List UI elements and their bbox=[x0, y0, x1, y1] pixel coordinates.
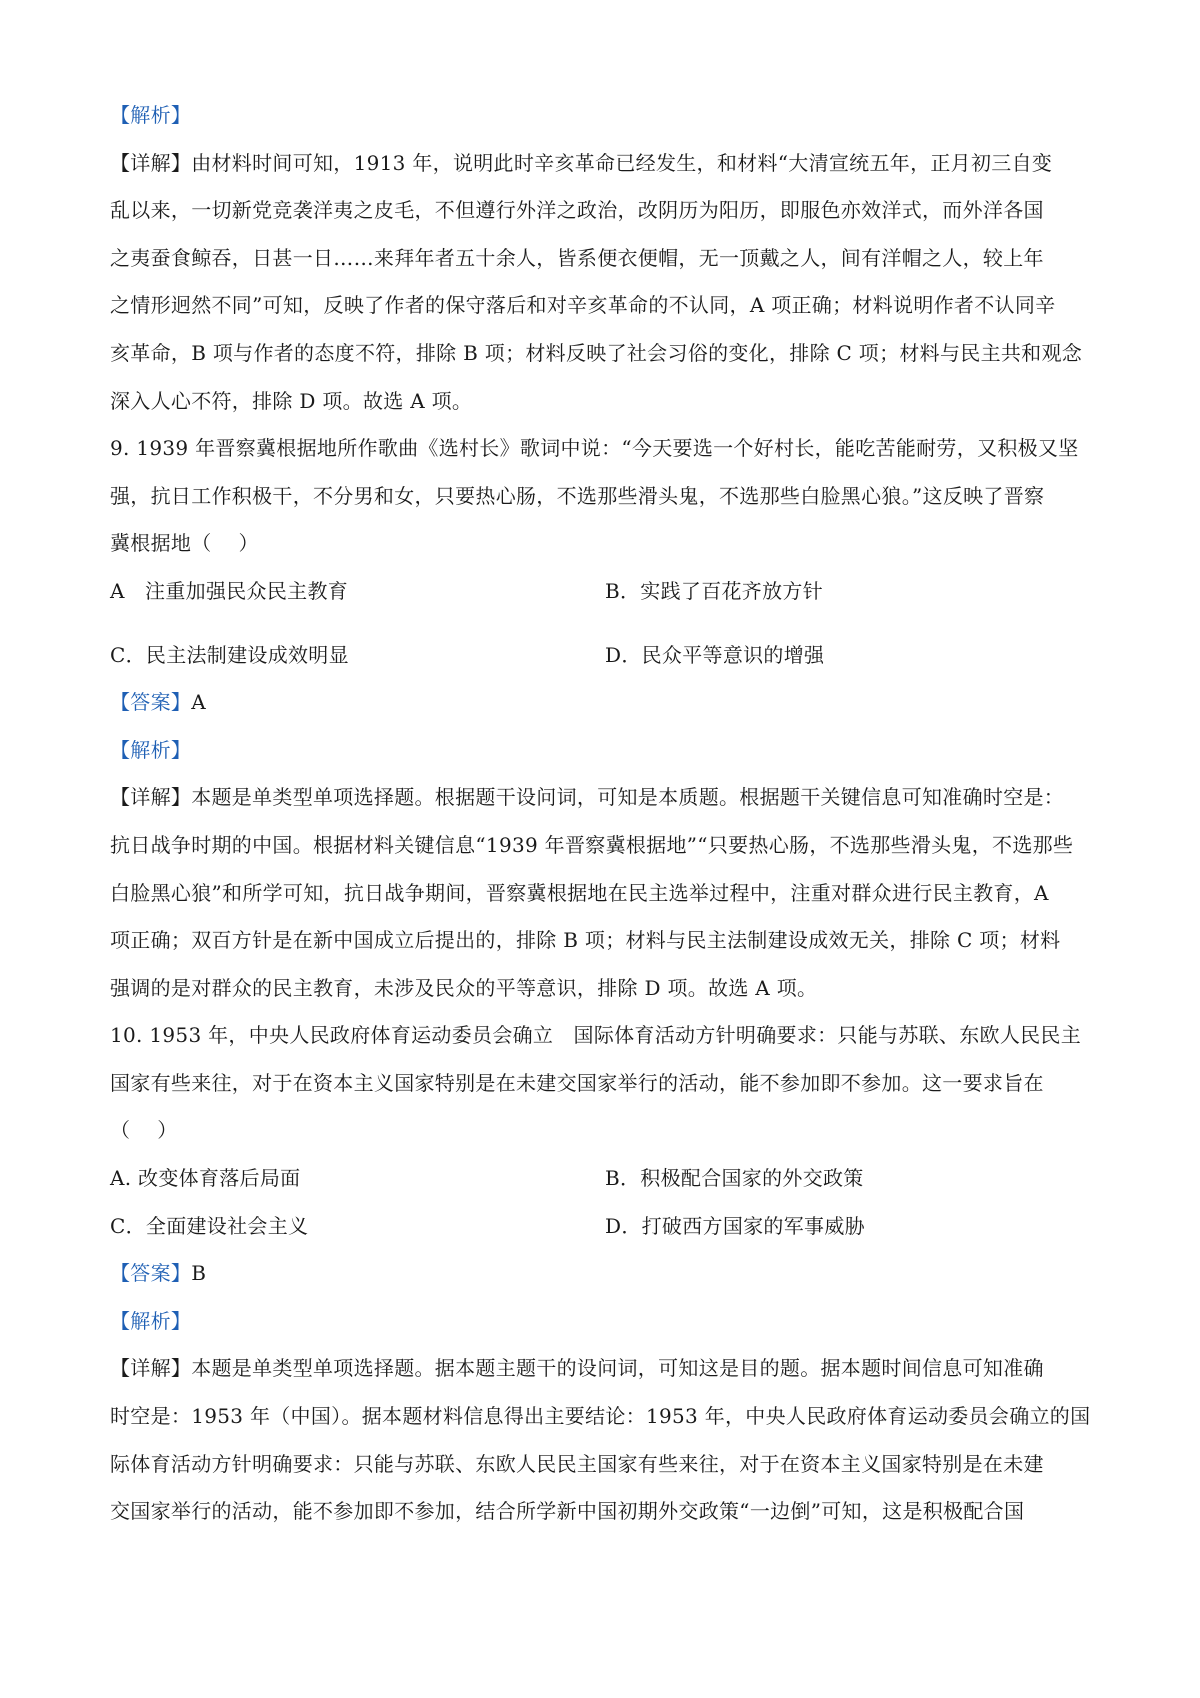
q9-answer-label: 【答案】 bbox=[110, 690, 192, 715]
q8-detail-line: 亥革命，B 项与作者的态度不符，排除 B 项；材料反映了社会习俗的变化，排除 C 项；材料与民主共和观念 bbox=[110, 340, 1083, 365]
q9-option-a: A 注重加强民众民主教育 bbox=[110, 578, 349, 603]
q9-option-b: B．实践了百花齐放方针 bbox=[605, 578, 823, 603]
q9-option-d: D．民众平等意识的增强 bbox=[605, 642, 825, 667]
q10-answer bbox=[110, 1250, 1100, 1298]
q9-analysis-label: 【解析】 bbox=[110, 737, 192, 762]
q9-stem bbox=[110, 425, 1100, 568]
q9-stem-line: 冀根据地（ ） bbox=[110, 531, 259, 556]
q10-answer-label: 【答案】 bbox=[110, 1261, 192, 1286]
q9-answer bbox=[110, 679, 1100, 727]
q9-stem-line: 强，抗日工作积极干，不分男和女，只要热心肠，不选那些滑头鬼，不选那些白脸黑心狼。”这反映了晋察 bbox=[110, 483, 1045, 508]
q9-stem-line: 9. 1939 年晋察冀根据地所作歌曲《选村长》歌词中说：“今天要选一个好村长，能吃苦能耐劳，又积极又坚 bbox=[110, 436, 1079, 461]
q8-detail-line: 乱以来，一切新党竞袭洋夷之皮毛，不但遵行外洋之政治，改阴历为阳历，即服色亦效洋式，而外洋各国 bbox=[110, 198, 1044, 223]
q10-detail-line: 【详解】本题是单类型单项选择题。据本题主题干的设问词，可知这是目的题。据本题时间信息可知准确 bbox=[110, 1356, 1044, 1381]
q10-stem bbox=[110, 1012, 1100, 1155]
q8-detail bbox=[110, 140, 1100, 426]
q9-option-c: C．民主法制建设成效明显 bbox=[110, 642, 349, 667]
q10-detail bbox=[110, 1345, 1100, 1535]
q10-options-row-2 bbox=[110, 1203, 1100, 1251]
q9-options-row-2 bbox=[110, 632, 1100, 680]
q8-detail-line: 之情形迥然不同”可知，反映了作者的保守落后和对辛亥革命的不认同，A 项正确；材料说明作者不认同辛 bbox=[110, 293, 1056, 318]
q10-option-d: D．打破西方国家的军事威胁 bbox=[605, 1213, 865, 1238]
q8-analysis-label: 【解析】 bbox=[110, 103, 192, 127]
q8-detail-line: 【详解】由材料时间可知，1913 年，说明此时辛亥革命已经发生，和材料“大清宣统五年，正月初三自变 bbox=[110, 150, 1053, 175]
q9-detail bbox=[110, 774, 1100, 1012]
q10-stem-line: （ ） bbox=[110, 1118, 178, 1143]
q9-detail-line: 白脸黑心狼”和所学可知，抗日战争期间，晋察冀根据地在民主选举过程中，注重对群众进行民主教育，A bbox=[110, 880, 1049, 905]
q8-detail-line: 之夷蚕食鲸吞，日甚一日……来拜年者五十余人，皆系便衣便帽，无一顶戴之人，间有洋帽之人，较上年 bbox=[110, 245, 1044, 270]
q10-option-c: C．全面建设社会主义 bbox=[110, 1213, 309, 1238]
q10-stem-line: 10. 1953 年，中央人民政府体育运动委员会确立 国际体育活动方针明确要求：只能与苏联、东欧人民民主 bbox=[110, 1023, 1082, 1048]
q10-option-a: A. 改变体育落后局面 bbox=[110, 1166, 301, 1191]
q10-options-row-1 bbox=[110, 1155, 1100, 1203]
q10-answer-value: B bbox=[191, 1261, 207, 1286]
q9-options-row-1 bbox=[110, 568, 1100, 616]
q8-detail-line: 深入人心不符，排除 D 项。故选 A 项。 bbox=[110, 388, 473, 413]
q10-detail-line: 际体育活动方针明确要求：只能与苏联、东欧人民民主国家有些来往，对于在资本主义国家特别是在未建 bbox=[110, 1451, 1044, 1476]
q10-detail-line: 时空是：1953 年（中国）。据本题材料信息得出主要结论：1953 年，中央人民政府体育运动委员会确立的国 bbox=[110, 1404, 1091, 1429]
q10-analysis-label: 【解析】 bbox=[110, 1308, 192, 1333]
q9-detail-line: 强调的是对群众的民主教育，未涉及民众的平等意识，排除 D 项。故选 A 项。 bbox=[110, 975, 818, 1000]
q10-detail-line: 交国家举行的活动，能不参加即不参加，结合所学新中国初期外交政策“一边倒”可知，这是积极配合国 bbox=[110, 1499, 1025, 1524]
document-page bbox=[110, 92, 1100, 1536]
q10-stem-line: 国家有些来往，对于在资本主义国家特别是在未建交国家举行的活动，能不参加即不参加。这一要求旨在 bbox=[110, 1070, 1044, 1095]
q9-detail-line: 项正确；双百方针是在新中国成立后提出的，排除 B 项；材料与民主法制建设成效无关，排除 C 项；材料 bbox=[110, 928, 1061, 953]
q10-option-b: B．积极配合国家的外交政策 bbox=[605, 1166, 864, 1191]
q9-detail-line: 抗日战争时期的中国。根据材料关键信息“1939 年晋察冀根据地”“只要热心肠，不选那些滑头鬼，不选那些 bbox=[110, 832, 1074, 857]
q9-answer-value: A bbox=[191, 690, 206, 715]
q9-detail-line: 【详解】本题是单类型单项选择题。根据题干设问词，可知是本质题。根据题干关键信息可知准确时空是： bbox=[110, 785, 1065, 810]
